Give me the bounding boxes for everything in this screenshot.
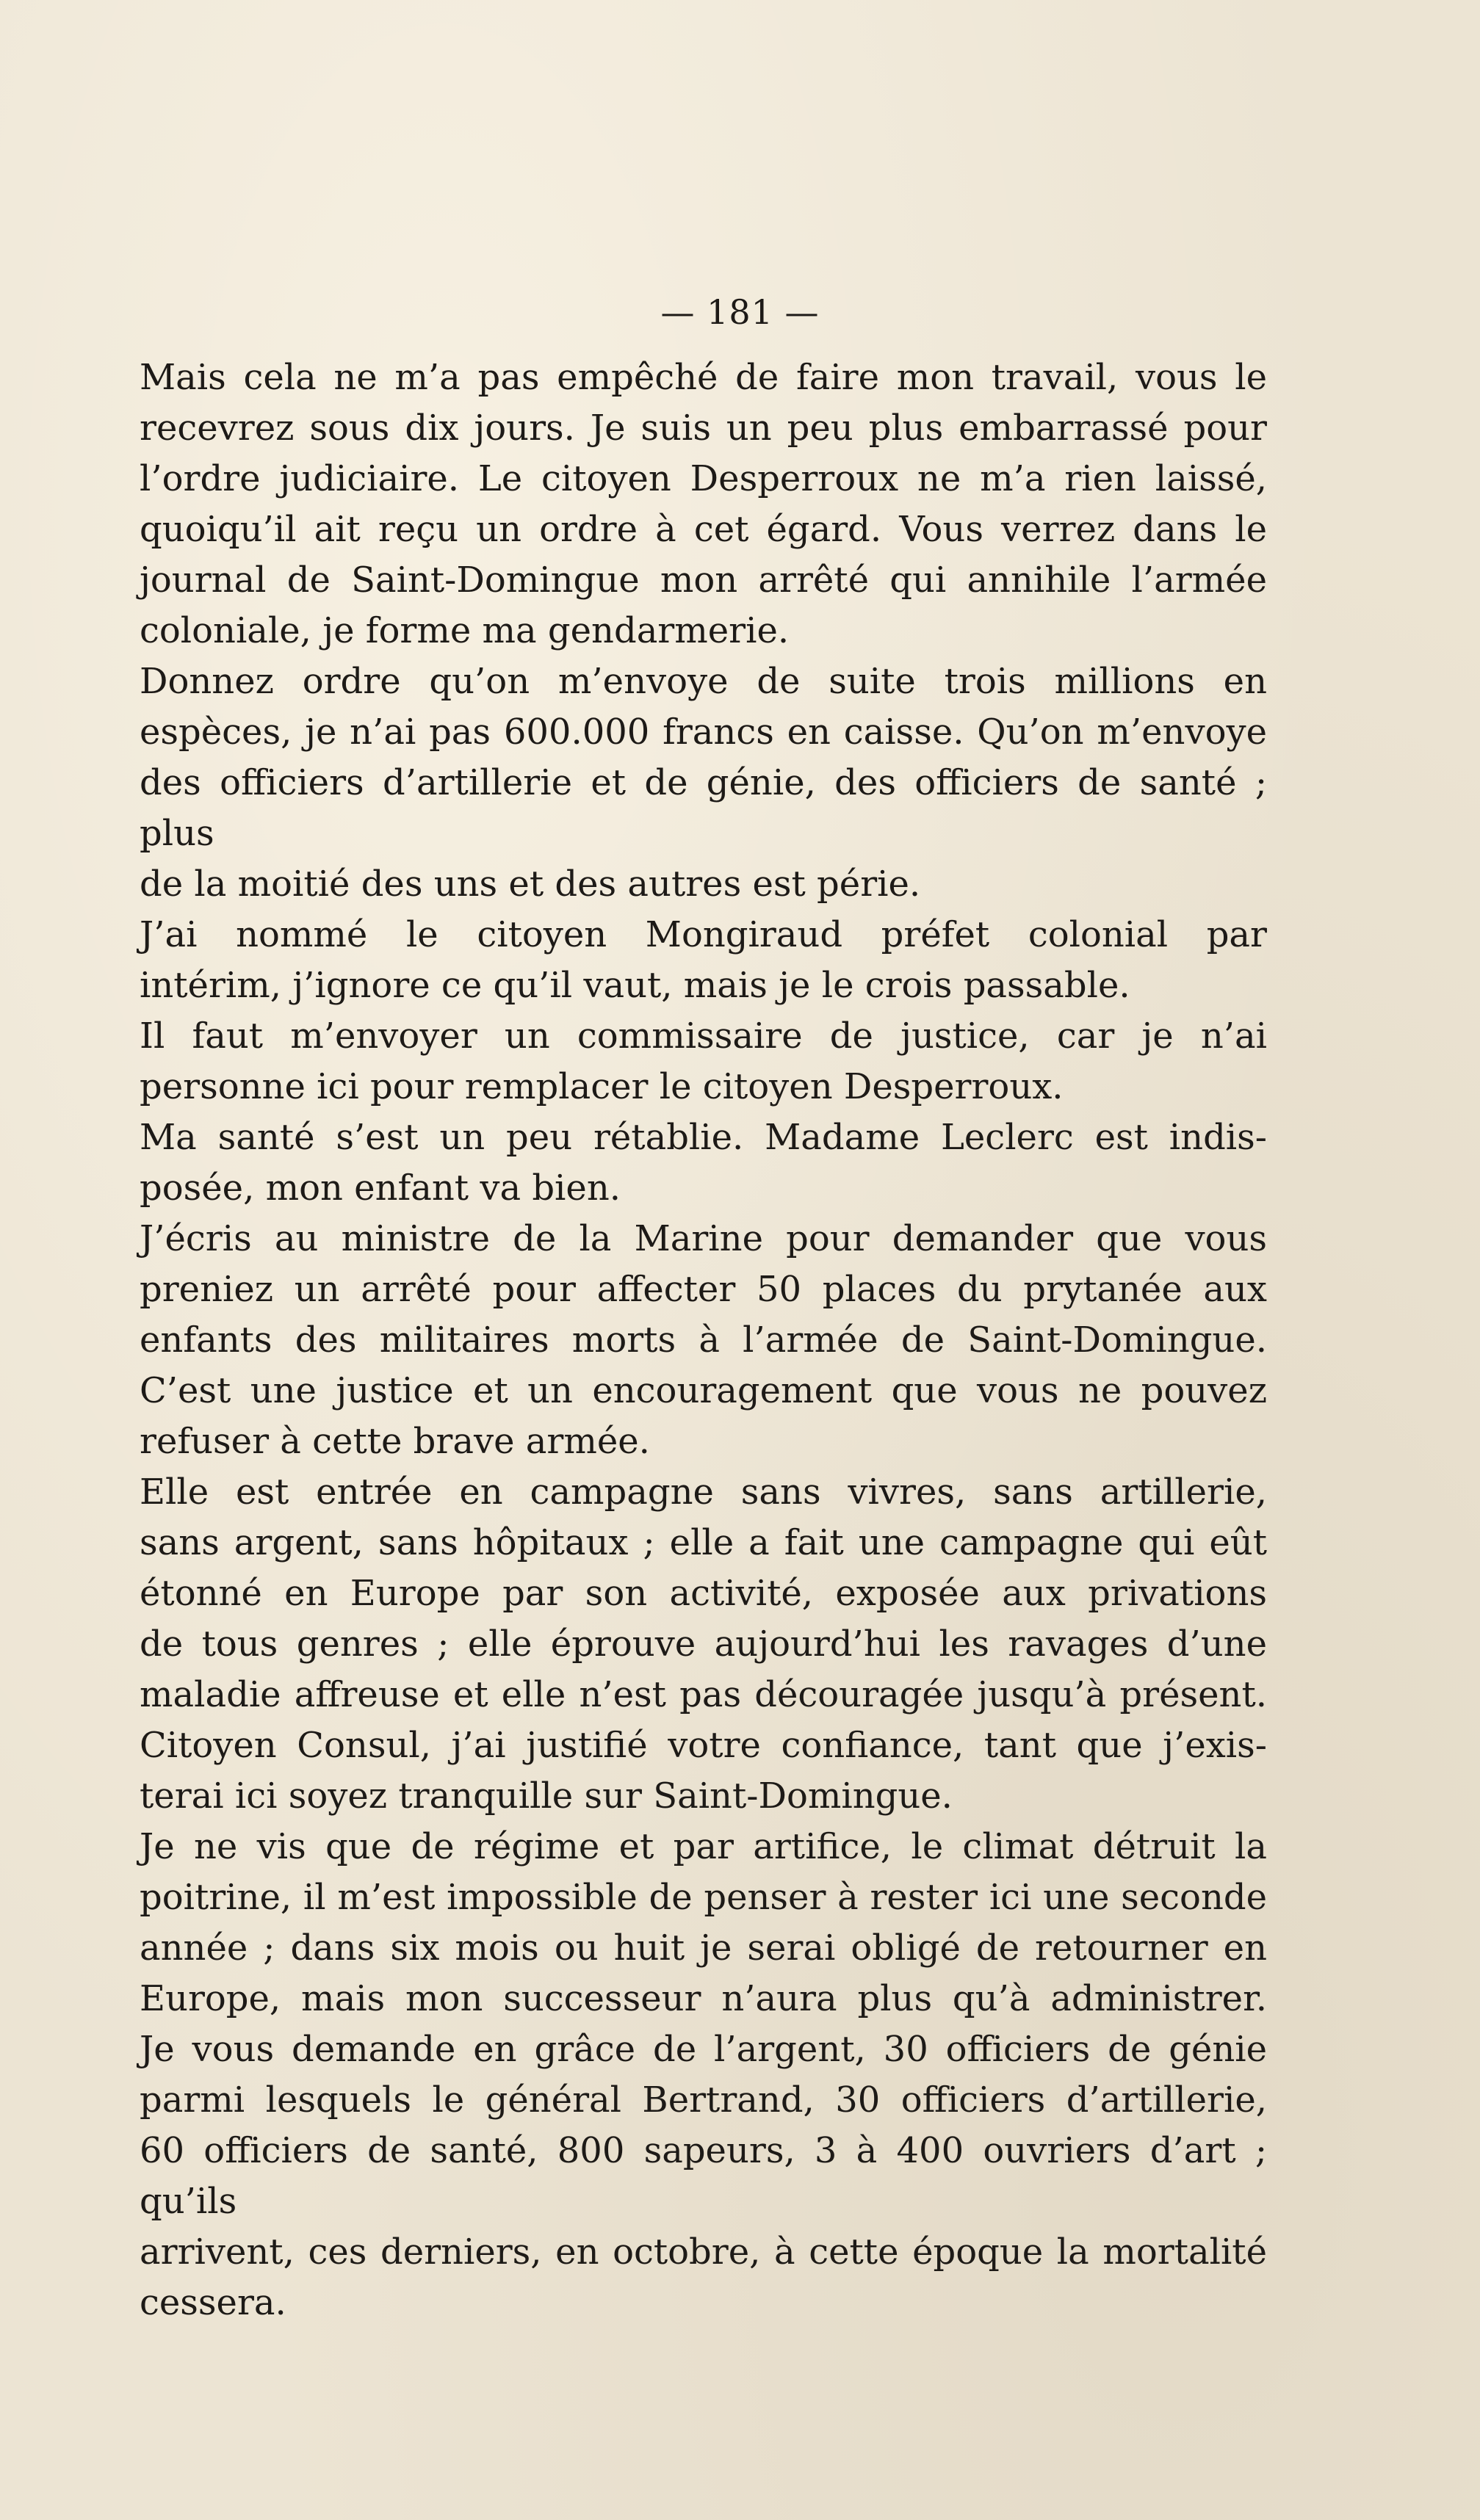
text-line: J’écris au ministre de la Marine pour demander que vous [140,1218,1267,1259]
text-line: maladie affreuse et elle n’est pas découragée jusqu’à présent. [140,1674,1267,1715]
text-line: Elle est entrée en campagne sans vivres, sans artillerie, [140,1471,1267,1513]
text-line: sans argent, sans hôpitaux ; elle a fait une campagne qui eût [140,1522,1267,1563]
text-line: des officiers d’artillerie et de génie, des officiers de santé ; plus [140,762,1267,854]
text-line: 60 officiers de santé, 800 sapeurs, 3 à 400 ouvriers d’art ; qu’ils [140,2130,1267,2222]
text-line: J’ai nommé le citoyen Mongiraud préfet colonial par [140,914,1267,955]
text-line: cessera. [140,2282,286,2323]
text-line: journal de Saint-Domingue mon arrêté qui annihile l’armée [140,560,1267,601]
text-line: Ma santé s’est un peu rétablie. Madame Leclerc est indis- [140,1117,1267,1158]
text-line: étonné en Europe par son activité, exposée aux privations [140,1573,1267,1614]
text-line: Il faut m’envoyer un commissaire de justice, car je n’ai [140,1015,1267,1057]
text-line: l’ordre judiciaire. Le citoyen Desperroux ne m’a rien laissé, [140,458,1267,499]
text-line: arrivent, ces derniers, en octobre, à cette époque la mortalité [140,2231,1267,2273]
text-line: personne ici pour remplacer le citoyen Desperroux. [140,1066,1064,1107]
text-line: Donnez ordre qu’on m’envoye de suite trois millions en [140,661,1267,702]
body-text [140,352,1267,2328]
page-number: — 181 — [660,292,820,332]
text-line: coloniale, je forme ma gendarmerie. [140,610,790,651]
text-line: de la moitié des uns et des autres est périe. [140,863,921,905]
text-line: C’est une justice et un encouragement que vous ne pouvez [140,1370,1267,1411]
text-line: Je vous demande en grâce de l’argent, 30 officiers de génie [140,2029,1267,2070]
text-line: refuser à cette brave armée. [140,1421,650,1462]
text-line: enfants des militaires morts à l’armée de Saint-Domingue. [140,1319,1267,1361]
text-line: Europe, mais mon successeur n’aura plus qu’à administrer. [140,1978,1267,2019]
text-line: intérim, j’ignore ce qu’il vaut, mais je le crois passable. [140,965,1130,1006]
text-line: de tous genres ; elle éprouve aujourd’hui les ravages d’une [140,1623,1267,1665]
text-line: terai ici soyez tranquille sur Saint-Domingue. [140,1775,953,1817]
text-line: posée, mon enfant va bien. [140,1167,621,1209]
text-line: quoiqu’il ait reçu un ordre à cet égard. Vous verrez dans le [140,509,1267,550]
text-line: espèces, je n’ai pas 600.000 francs en caisse. Qu’on m’envoye [140,712,1267,753]
text-line: année ; dans six mois ou huit je serai obligé de retourner en [140,1927,1267,1969]
text-line: recevrez sous dix jours. Je suis un peu plus embarrassé pour [140,408,1267,449]
text-line: Mais cela ne m’a pas empêché de faire mon travail, vous le [140,357,1267,398]
text-line: Je ne vis que de régime et par artifice, le climat détruit la [140,1826,1267,1867]
text-line: poitrine, il m’est impossible de penser à rester ici une seconde [140,1877,1267,1918]
text-line: Citoyen Consul, j’ai justifié votre confiance, tant que j’exis- [140,1725,1267,1766]
text-line: preniez un arrêté pour affecter 50 places du prytanée aux [140,1269,1267,1310]
text-line: parmi lesquels le général Bertrand, 30 officiers d’artillerie, [140,2079,1267,2121]
